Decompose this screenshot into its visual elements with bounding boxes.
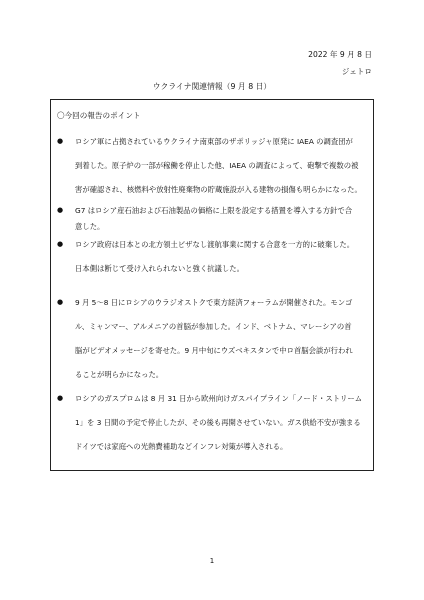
bullet-icon: ● xyxy=(57,298,64,306)
point-item-4 xyxy=(55,298,367,379)
key-points-box xyxy=(50,99,374,471)
point-line: ロシア政府は日本との北方領土ビザなし渡航事業に関する合意を一方的に破棄した。 xyxy=(75,240,355,249)
point-line: 到着した。原子炉の一部が稼働を停止した他、IAEA の調査によって、砲撃で複数の被 xyxy=(75,161,359,170)
point-line: 脳がビデオメッセージを寄せた。9 月中旬にウズベキスタンで中ロ首脳会談が行われ xyxy=(75,346,353,355)
point-line: G7 はロシア産石油および石油製品の価格に上限を設定する措置を導入する方針で合 xyxy=(75,206,353,215)
document-title: ウクライナ関連情報（9 月 8 日） xyxy=(152,82,272,91)
bullet-icon: ● xyxy=(57,240,64,248)
point-line: ドイツでは家庭への光熱費補助などインフレ対策が導入される。 xyxy=(75,442,288,451)
point-item-2 xyxy=(55,206,367,231)
point-item-3 xyxy=(55,240,367,273)
bullet-icon: ● xyxy=(57,394,64,402)
bullet-icon: ● xyxy=(57,206,64,214)
point-item-5 xyxy=(55,394,367,451)
point-line: ロシア軍に占拠されているウクライナ南東部のザポリッジャ原発に IAEA の調査団が xyxy=(75,137,353,146)
point-item-1 xyxy=(55,137,367,194)
point-line: ル、ミャンマー、アルメニアの首脳が参加した。インド、ベトナム、マレーシアの首 xyxy=(75,322,352,331)
bullet-icon: ● xyxy=(57,137,64,145)
point-line: 害が確認され、核燃料や放射性廃棄物の貯蔵施設が入る建物の損傷も明らかになった。 xyxy=(75,185,362,194)
organization-name: ジェトロ xyxy=(341,67,372,76)
page-number: 1 xyxy=(209,557,215,565)
point-line: 日本側は断じて受け入れられないと強く抗議した。 xyxy=(75,264,244,273)
point-line: 9 月 5～8 日にロシアのウラジオストクで東方経済フォーラムが開催された。モンゴ xyxy=(75,298,353,307)
report-date: 2022 年 9 月 8 日 xyxy=(308,50,372,59)
point-line: 1」を 3 日間の予定で停止したが、その後も再開させていない。ガス供給不安が強まる xyxy=(75,418,361,427)
point-line: ロシアのガスプロムは 8 月 31 日から欧州向けガスパイプライン「ノード・ストリーム xyxy=(75,394,363,403)
point-line: ることが明らかになった。 xyxy=(75,370,164,379)
point-line: 意した。 xyxy=(75,222,105,231)
key-points-heading: 〇今回の報告のポイント xyxy=(57,111,141,120)
